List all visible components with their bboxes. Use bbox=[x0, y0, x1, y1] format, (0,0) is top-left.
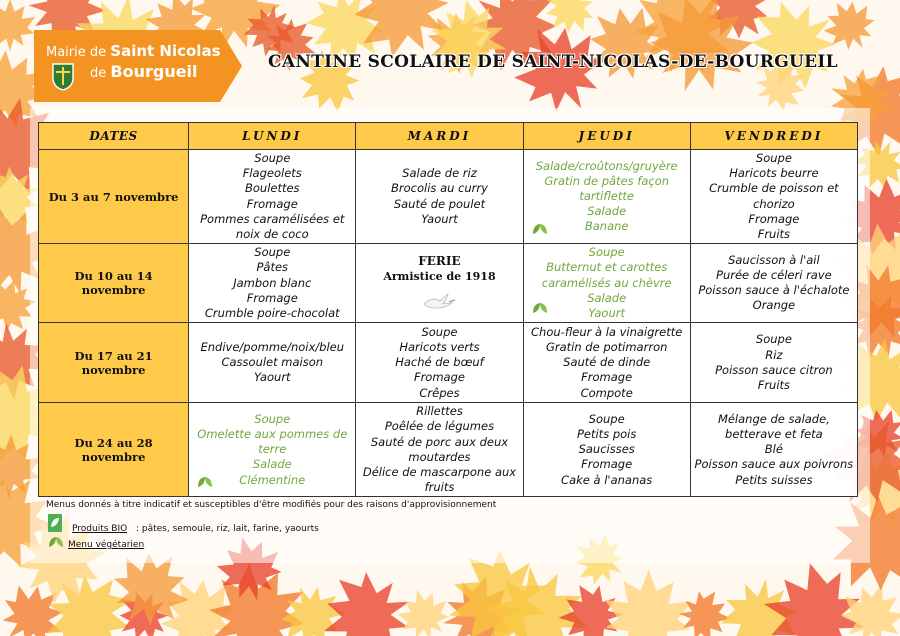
dish-item: Purée de céleri rave bbox=[716, 268, 832, 283]
bio-products-text: : pâtes, semoule, riz, lait, farine, yaourts bbox=[136, 524, 319, 534]
dish-item: Jambon blanc bbox=[233, 275, 312, 290]
dish-item: Salade bbox=[252, 457, 292, 472]
week-dates: Du 17 au 21 novembre bbox=[39, 323, 189, 403]
menu-cell-jeudi bbox=[523, 150, 690, 244]
week-row bbox=[39, 323, 858, 403]
dish-item: Petits pois bbox=[576, 427, 637, 442]
dish-item: Sauté de dinde bbox=[563, 355, 651, 370]
dish-item: Salade de riz bbox=[402, 166, 477, 181]
dish-item: Crumble poire-chocolat bbox=[204, 306, 340, 321]
dish-item: Banane bbox=[584, 219, 629, 234]
menu-cell-lundi bbox=[189, 244, 356, 323]
dish-item: Poisson sauce citron bbox=[715, 362, 833, 377]
dish-item: Boulettes bbox=[244, 181, 300, 196]
menu-cell-lundi bbox=[189, 323, 356, 403]
menu-table bbox=[38, 122, 858, 497]
dish-item: Yaourt bbox=[588, 306, 625, 321]
dish-item: Yaourt bbox=[421, 211, 458, 226]
dish-item: Salade bbox=[587, 204, 627, 219]
dish-item: Fromage bbox=[581, 457, 633, 472]
dish-item: Petits suisses bbox=[735, 472, 813, 487]
town-logo bbox=[34, 30, 242, 102]
week-dates: Du 3 au 7 novembre bbox=[39, 150, 189, 244]
dish-item: Haricots verts bbox=[399, 339, 480, 354]
dish-item: Soupe bbox=[588, 245, 625, 260]
column-header-jeudi: JEUDI bbox=[523, 123, 690, 150]
menu-body bbox=[39, 150, 858, 497]
menu-cell-mardi bbox=[356, 150, 523, 244]
week-dates: Du 10 au 14 novembre bbox=[39, 244, 189, 323]
dish-item: Gratin de potimarron bbox=[545, 339, 668, 354]
menu-cell-mardi bbox=[356, 244, 523, 323]
dish-item: Clémentine bbox=[239, 472, 306, 487]
dish-item: Endive/pomme/noix/bleu bbox=[200, 339, 345, 354]
column-header-mardi: MARDI bbox=[356, 123, 523, 150]
green-leaves-icon bbox=[48, 536, 64, 548]
dish-item: Salade/croûtons/gruyère bbox=[535, 158, 678, 173]
dish-item: Sauté de poulet bbox=[393, 196, 486, 211]
menu-cell-lundi bbox=[189, 150, 356, 244]
column-header-vendredi: VENDREDI bbox=[690, 123, 857, 150]
dish-item: Yaourt bbox=[253, 370, 291, 385]
dish-item: Fromage bbox=[581, 370, 633, 385]
menu-cell-mardi bbox=[356, 323, 523, 403]
menu-cell-jeudi bbox=[523, 403, 690, 497]
dish-item: Soupe bbox=[421, 324, 458, 339]
dish-item: Mélange de salade, betterave et feta bbox=[717, 411, 830, 442]
menu-cell-vendredi bbox=[690, 244, 857, 323]
dish-item: Fromage bbox=[413, 370, 465, 385]
dish-item: Délice de mascarpone aux fruits bbox=[362, 465, 517, 495]
vegetarian-leaf-icon bbox=[532, 302, 548, 314]
holiday-title: FERIE bbox=[418, 254, 461, 269]
menu-cell-vendredi bbox=[690, 150, 857, 244]
holiday-subtitle: Armistice de 1918 bbox=[383, 270, 496, 284]
dish-item: Sauté de porc aux deux moutardes bbox=[370, 434, 509, 464]
dish-item: Cake à l'ananas bbox=[561, 472, 653, 487]
column-header-lundi: LUNDI bbox=[189, 123, 356, 150]
dish-item: Haché de bœuf bbox=[395, 355, 484, 370]
organic-leaf-logo-icon bbox=[48, 514, 62, 532]
dish-item: Poisson sauce à l'échalote bbox=[698, 283, 850, 298]
dish-item: Omelette aux pommes de terre bbox=[197, 427, 348, 457]
menu-cell-jeudi bbox=[523, 323, 690, 403]
dish-item: Brocolis au curry bbox=[391, 181, 488, 196]
dish-item: Soupe bbox=[254, 245, 291, 260]
menu-cell-vendredi bbox=[690, 323, 857, 403]
town-crest-icon bbox=[52, 63, 74, 91]
dish-item: Pommes caramélisées et noix de coco bbox=[200, 211, 345, 242]
vegetarian-label: Menu végétarien bbox=[68, 540, 145, 550]
dish-item: Saucisson à l'ail bbox=[728, 252, 820, 267]
disclaimer-note: Menus donnés à titre indicatif et susceptibles d'être modifiés pour des raisons d'approvisionnement bbox=[46, 500, 497, 510]
dish-item: Butternut et carottes caramélisés au chèvre bbox=[541, 260, 672, 290]
menu-cell-jeudi bbox=[523, 244, 690, 323]
dish-item: Soupe bbox=[254, 151, 291, 165]
dish-item: Rillettes bbox=[416, 404, 463, 419]
dish-item: Soupe bbox=[588, 411, 625, 426]
dish-item: Poisson sauce aux poivrons bbox=[694, 457, 854, 472]
dish-item: Fromage bbox=[246, 290, 298, 305]
peace-dove-icon bbox=[422, 290, 456, 312]
vegetarian-leaf-icon bbox=[532, 223, 548, 235]
page-title: CANTINE SCOLAIRE DE SAINT-NICOLAS-DE-BOURGUEIL bbox=[268, 52, 838, 72]
decorative-leaf bbox=[0, 0, 35, 51]
logo-line-1: Mairie de Saint Nicolas bbox=[46, 42, 221, 60]
dish-item: Gratin de pâtes façon tartiflette bbox=[544, 173, 670, 203]
dish-item: Fruits bbox=[757, 227, 791, 242]
dish-item: Compote bbox=[580, 385, 633, 400]
dish-item: Saucisses bbox=[578, 442, 635, 457]
vegetarian-leaf-icon bbox=[197, 476, 213, 488]
decorative-leaf bbox=[393, 583, 455, 636]
dish-item: Salade bbox=[587, 290, 627, 305]
logo-line-2: de Bourgueil bbox=[90, 62, 198, 81]
dish-item: Fromage bbox=[748, 211, 800, 226]
dish-item: Fromage bbox=[246, 196, 298, 211]
dish-item: Haricots beurre bbox=[729, 166, 819, 181]
dish-item: Pâtes bbox=[256, 260, 289, 275]
dish-item: Cassoulet maison bbox=[221, 355, 324, 370]
dish-item: Crumble de poisson et chorizo bbox=[709, 181, 839, 211]
column-header-dates: DATES bbox=[39, 123, 189, 150]
menu-cell-vendredi bbox=[690, 403, 857, 497]
menu-cell-lundi bbox=[189, 403, 356, 497]
dish-item: Riz bbox=[765, 347, 783, 362]
dish-item: Soupe bbox=[755, 332, 792, 347]
dish-item: Soupe bbox=[254, 411, 291, 426]
dish-item: Chou-fleur à la vinaigrette bbox=[531, 324, 683, 339]
header-row bbox=[39, 123, 858, 150]
week-row bbox=[39, 150, 858, 244]
week-row bbox=[39, 403, 858, 497]
decorative-leaf bbox=[604, 568, 693, 636]
dish-item: Fruits bbox=[757, 377, 791, 392]
menu-cell-mardi bbox=[356, 403, 523, 497]
dish-item: Flageolets bbox=[242, 166, 302, 181]
dish-item: Blé bbox=[764, 442, 783, 457]
week-dates: Du 24 au 28 novembre bbox=[39, 403, 189, 497]
dish-item: Soupe bbox=[755, 151, 792, 165]
bio-label: Produits BIO bbox=[72, 524, 128, 534]
week-row bbox=[39, 244, 858, 323]
dish-item: Orange bbox=[752, 298, 796, 313]
dish-item: Poêlée de légumes bbox=[384, 419, 495, 434]
dish-item: Crêpes bbox=[419, 385, 460, 400]
